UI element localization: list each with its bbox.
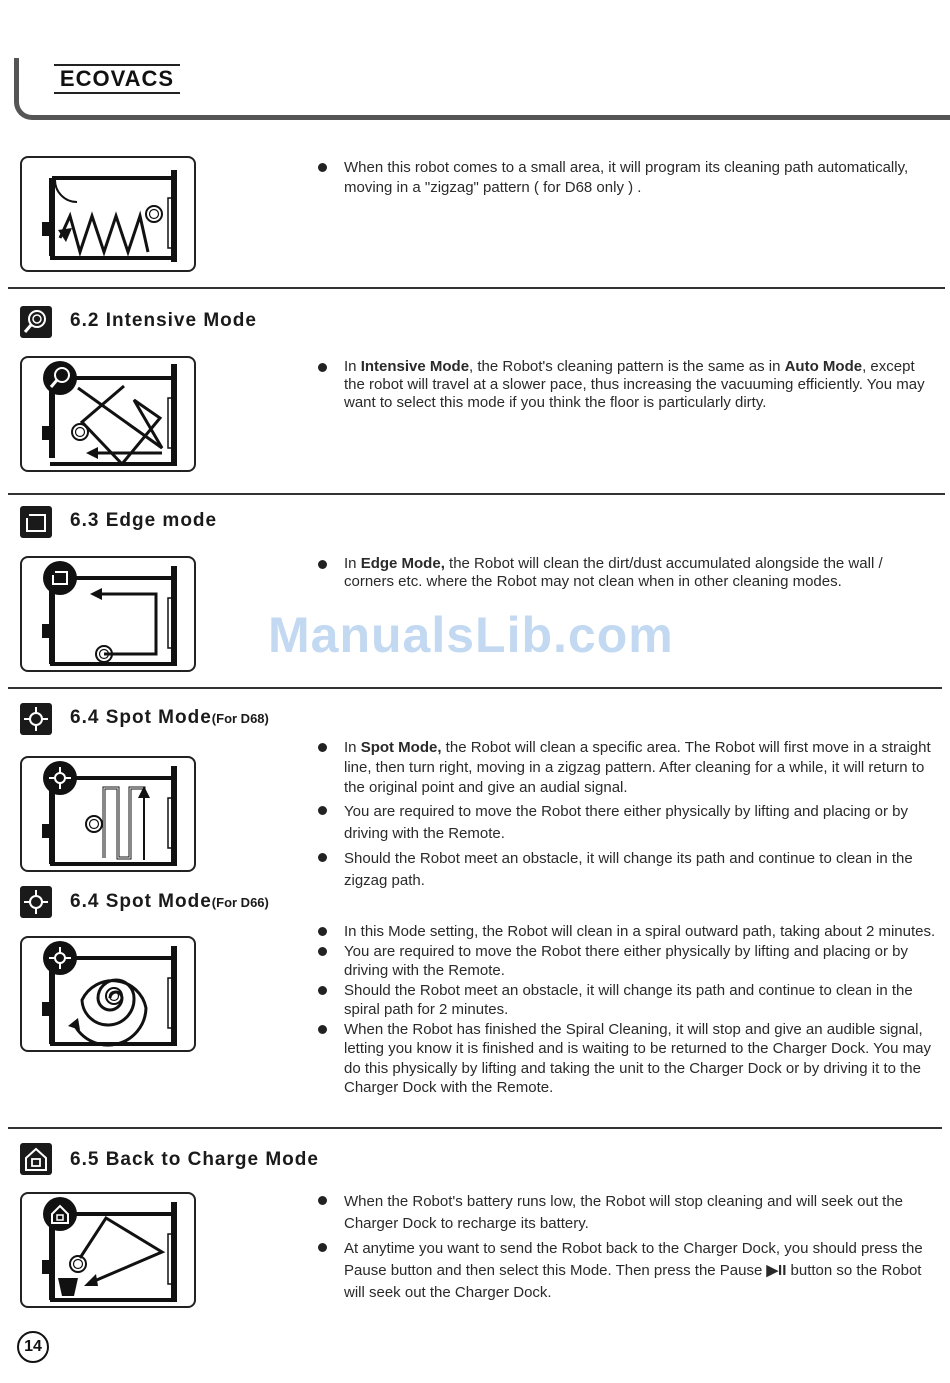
bold-term: Spot Mode,	[360, 739, 442, 756]
list-item: In Edge Mode, the Robot will clean the dirt/dust accumulated alongside the wall / corners etc. where the Robot may not clean when in other cleaning modes.	[316, 555, 931, 591]
section-divider	[8, 687, 942, 689]
intensive-room-illustration	[22, 358, 194, 470]
zigzag-note-list	[316, 158, 916, 201]
spot-d68-diagram	[20, 756, 196, 872]
charge-room-illustration	[22, 1194, 194, 1306]
list-item: Should the Robot meet an obstacle, it will change its path and continue to clean in the zigzag path.	[316, 848, 936, 892]
watermark: ManualsLib.com	[268, 607, 674, 663]
pause-play-symbol: ▶II	[766, 1262, 787, 1279]
list-item: You are required to move the Robot there either physically by lifting and placing or by driving with the Remote.	[316, 801, 936, 845]
title-suffix: (For D66)	[211, 895, 269, 910]
magnifier-icon	[20, 306, 52, 338]
list-item: In this Mode setting, the Robot will clean in a spiral outward path, taking about 2 minutes.	[316, 922, 941, 942]
zigzag-room-illustration	[22, 158, 194, 270]
list-item: Should the Robot meet an obstacle, it will change its path and continue to clean in the spiral path for 2 minutes.	[316, 981, 941, 1020]
list-item: When this robot comes to a small area, it will program its cleaning path automatically, moving in a "zigzag" pattern ( for D68 only ) .	[316, 158, 916, 198]
list-item: At anytime you want to send the Robot back to the Charger Dock, you should press the Pause button and then select this Mode. Then press the Pause ▶II button so the Robot will seek out the Charger Dock.	[316, 1238, 936, 1304]
brand-logo: ECOVACS	[54, 64, 180, 94]
bold-term: Intensive Mode	[360, 358, 470, 375]
spot-d66-list	[316, 922, 941, 1098]
bold-term: Auto Mode	[784, 358, 863, 375]
charge-diagram	[20, 1192, 196, 1308]
list-item: In Intensive Mode, the Robot's cleaning pattern is the same as in Auto Mode, except the robot will travel at a slower pace, thus increasing the vacuuming efficiently. You may want to select this mode if you think the floor is particularly dirty.	[316, 358, 931, 412]
corner-square-icon	[20, 506, 52, 538]
crosshair-icon	[20, 886, 52, 918]
crosshair-icon	[20, 703, 52, 735]
spot-d66-diagram	[20, 936, 196, 1052]
list-item: In Spot Mode, the Robot will clean a specific area. The Robot will first move in a straight line, then turn right, moving in a zigzag pattern. After cleaning for a while, it will return to the original point and give an audial signal.	[316, 738, 936, 798]
section-title-spot-d68: 6.4 Spot Mode(For D68)	[70, 707, 269, 728]
list-item: When the Robot has finished the Spiral Cleaning, it will stop and give an audible signal, letting you know it is finished and is waiting to be returned to the Charger Dock. You may do this physically by lifting and taking the unit to the Charger Dock or by driving it to the Charger Dock with the Remote.	[316, 1020, 941, 1098]
section-title-intensive: 6.2 Intensive Mode	[70, 310, 257, 331]
spot-d68-list	[316, 738, 936, 895]
section-divider	[8, 1127, 942, 1129]
edge-list	[316, 555, 931, 594]
page-number: 14	[17, 1331, 49, 1363]
section-title-spot-d66: 6.4 Spot Mode(For D66)	[70, 891, 269, 912]
edge-diagram	[20, 556, 196, 672]
edge-room-illustration	[22, 558, 194, 670]
zigzag-diagram	[20, 156, 196, 272]
intensive-diagram	[20, 356, 196, 472]
home-icon	[20, 1143, 52, 1175]
spot-zigzag-room-illustration	[22, 758, 194, 870]
intensive-list	[316, 358, 931, 415]
bold-term: Edge Mode,	[360, 555, 445, 572]
section-divider	[8, 287, 945, 289]
section-title-edge: 6.3 Edge mode	[70, 510, 218, 531]
list-item: When the Robot's battery runs low, the Robot will stop cleaning and will seek out the Charger Dock to recharge its battery.	[316, 1191, 936, 1235]
charge-list	[316, 1191, 936, 1307]
list-item: You are required to move the Robot there either physically by lifting and placing or by driving with the Remote.	[316, 942, 941, 981]
section-title-charge: 6.5 Back to Charge Mode	[70, 1149, 319, 1170]
spot-spiral-room-illustration	[22, 938, 194, 1050]
title-suffix: (For D68)	[211, 711, 269, 726]
section-divider	[8, 493, 945, 495]
